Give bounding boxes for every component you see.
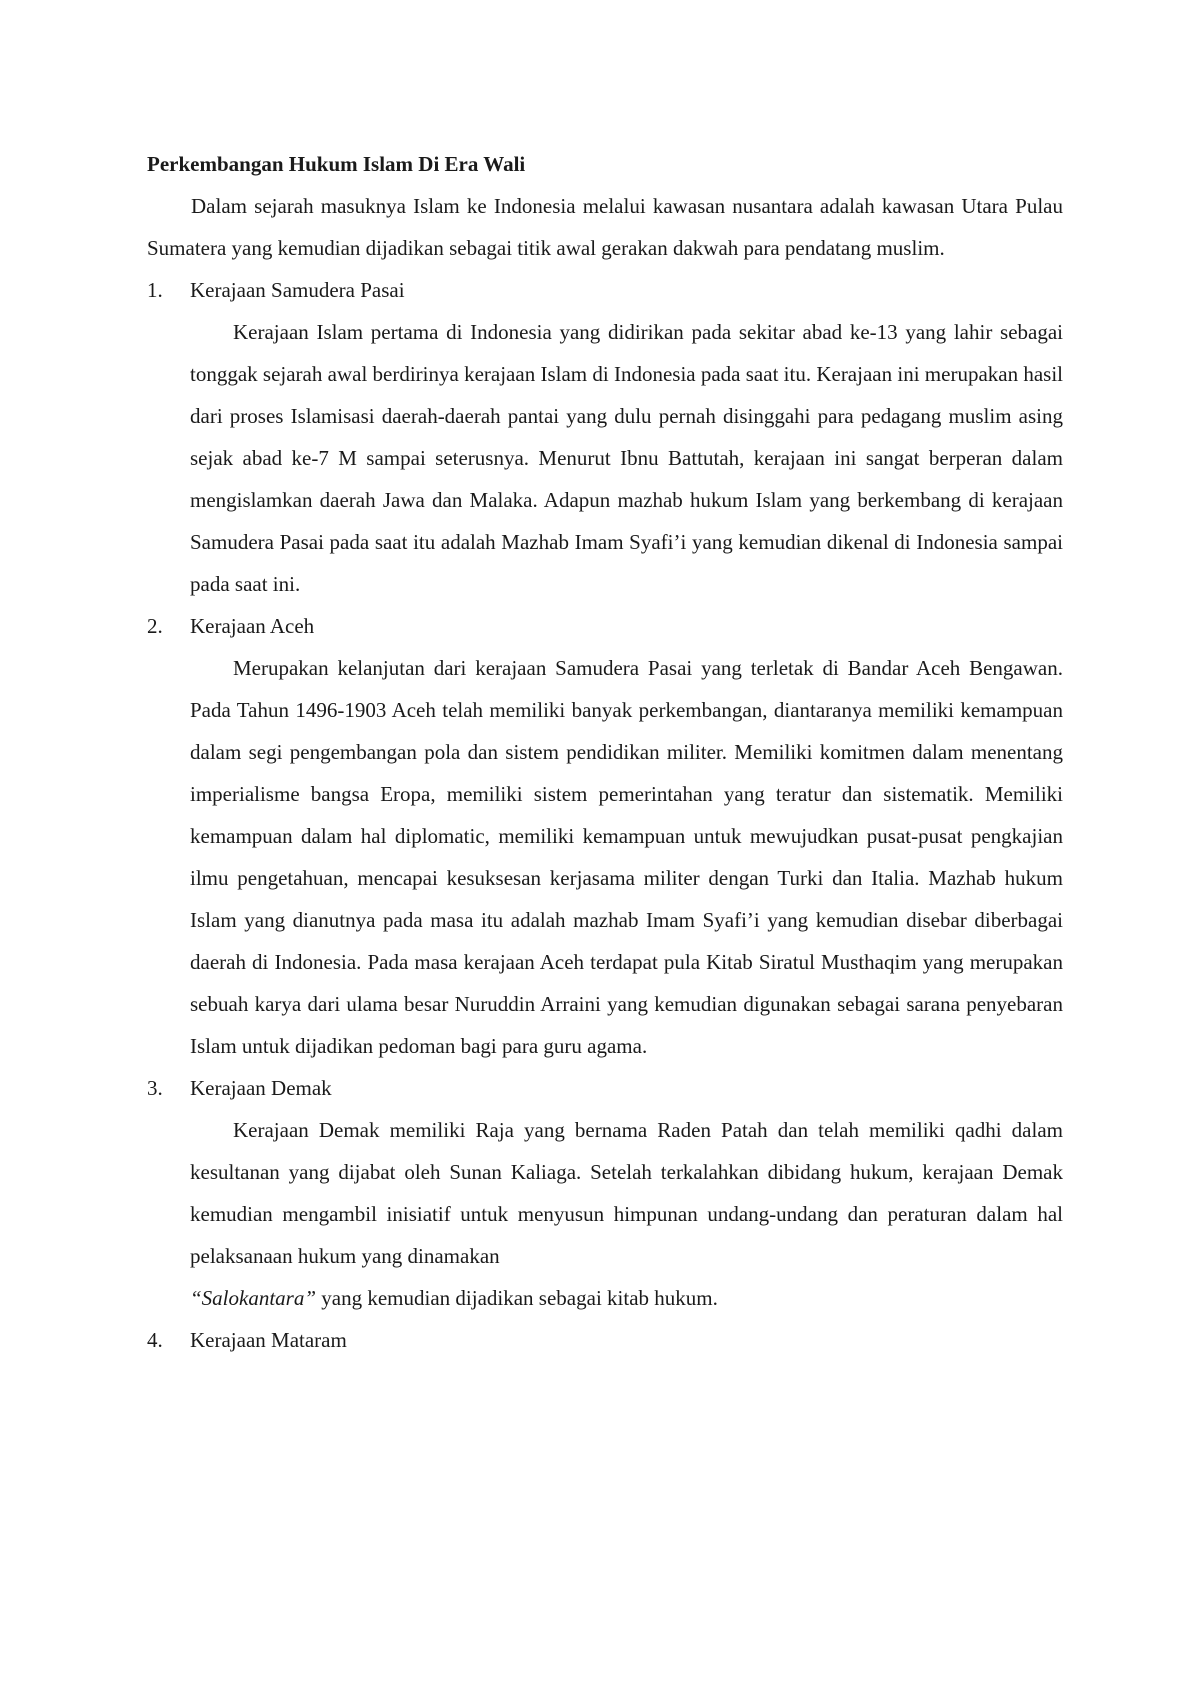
- list-item-body: Merupakan kelanjutan dari kerajaan Samudera Pasai yang terletak di Bandar Aceh Bengawan. Pada Tahun 1496-1903 Aceh telah memiliki banyak perkembangan, diantaranya memiliki kemampuan dalam segi pengembangan pola dan sistem pendidikan militer. Memiliki komitmen dalam menentang imperialisme bangsa Eropa, memiliki sistem pemerintahan yang teratur dan sistematik. Memiliki kemampuan dalam hal diplomatic, memiliki kemampuan untuk mewujudkan pusat-pusat pengkajian ilmu pengetahuan, mencapai kesuksesan kerjasama militer dengan Turki dan Italia. Mazhab hukum Islam yang dianutnya pada masa itu adalah mazhab Imam Syafi’i yang kemudian disebar diberbagai daerah di Indonesia. Pada masa kerajaan Aceh terdapat pula Kitab Siratul Musthaqim yang merupakan sebuah karya dari ulama besar Nuruddin Arraini yang kemudian digunakan sebagai sarana penyebaran Islam untuk dijadikan pedoman bagi para guru agama.: [190, 656, 1063, 1058]
- list-item-heading: [147, 269, 1063, 311]
- list-item-heading: [147, 1319, 1063, 1361]
- list-item-number: 2.: [147, 614, 163, 638]
- list-item: [147, 269, 1063, 605]
- list-item-body: [190, 1109, 1063, 1319]
- list-item-number: 4.: [147, 1328, 163, 1352]
- intro-paragraph: Dalam sejarah masuknya Islam ke Indonesia melalui kawasan nusantara adalah kawasan Utara Pulau Sumatera yang kemudian dijadikan sebagai titik awal gerakan dakwah para pendatang muslim.: [147, 194, 1063, 260]
- list-item-number: 1.: [147, 278, 163, 302]
- list-item-body-tail: yang kemudian dijadikan sebagai kitab hukum.: [316, 1286, 718, 1310]
- list-item: [147, 605, 1063, 1067]
- list-item-body-text: Kerajaan Demak memiliki Raja yang bernama Raden Patah dan telah memiliki qadhi dalam kesultanan yang dijabat oleh Sunan Kaliaga. Setelah terkalahkan dibidang hukum, kerajaan Demak kemudian mengambil inisiatif untuk menyusun himpunan undang-undang dan peraturan dalam hal pelaksanaan hukum yang dinamakan: [190, 1118, 1063, 1268]
- list-item-title: Kerajaan Demak: [190, 1076, 332, 1100]
- list-item-title: Kerajaan Aceh: [190, 614, 315, 638]
- document-title: Perkembangan Hukum Islam Di Era Wali: [147, 152, 526, 176]
- list-item-body: Kerajaan Islam pertama di Indonesia yang didirikan pada sekitar abad ke-13 yang lahir sebagai tonggak sejarah awal berdirinya kerajaan Islam di Indonesia pada saat itu. Kerajaan ini merupakan hasil dari proses Islamisasi daerah-daerah pantai yang dulu pernah disinggahi para pedagang muslim asing sejak abad ke-7 M sampai seterusnya. Menurut Ibnu Battutah, kerajaan ini sangat berperan dalam mengislamkan daerah Jawa dan Malaka. Adapun mazhab hukum Islam yang berkembang di kerajaan Samudera Pasai pada saat itu adalah Mazhab Imam Syafi’i yang kemudian dikenal di Indonesia sampai pada saat ini.: [190, 320, 1063, 596]
- list-item-heading: [147, 605, 1063, 647]
- list-item-title: Kerajaan Mataram: [190, 1328, 347, 1352]
- list-item-heading: [147, 1067, 1063, 1109]
- salokantara-term: “Salokantara”: [190, 1286, 317, 1310]
- list-item-title: Kerajaan Samudera Pasai: [190, 278, 405, 302]
- list-item-number: 3.: [147, 1076, 163, 1100]
- list-item: [147, 1067, 1063, 1319]
- document-content: [147, 143, 1063, 1361]
- list-item: [147, 1319, 1063, 1361]
